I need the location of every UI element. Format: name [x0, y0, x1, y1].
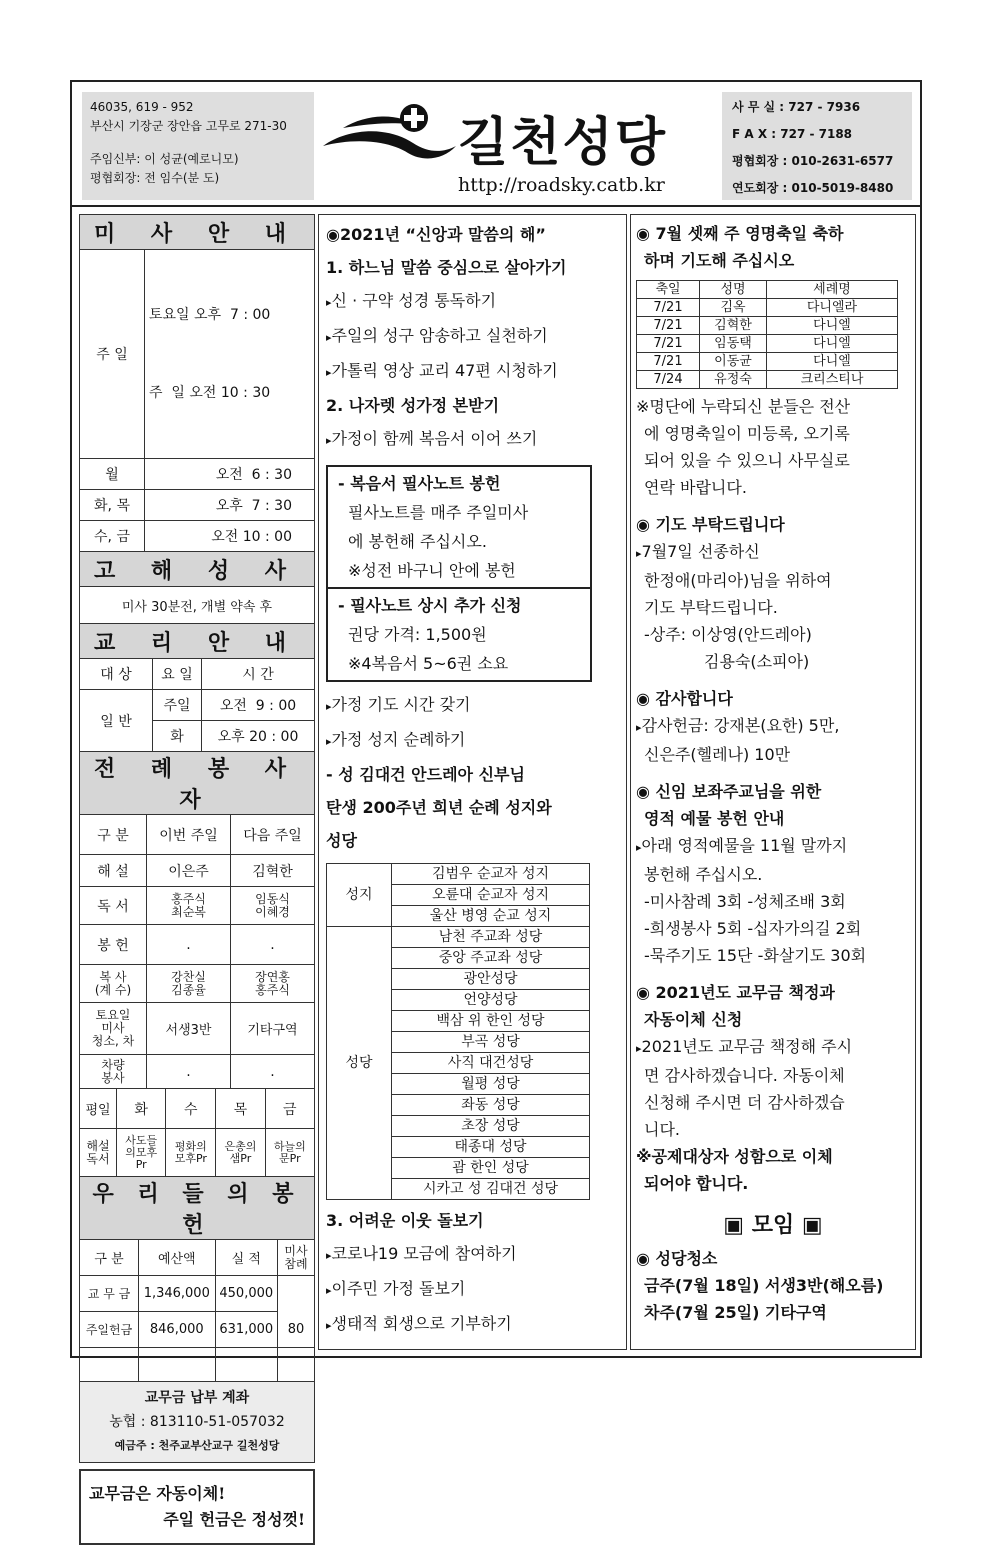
weekday-header: 수 [166, 1089, 216, 1129]
feast-header: 세례명 [767, 281, 898, 299]
box-line: 권당 가격: 1,500원 [348, 625, 487, 644]
prayer-line: 김용숙(소피아) [704, 652, 810, 671]
address-line: 46035, 619 - 952 [90, 100, 194, 114]
address-block [82, 92, 314, 200]
feast-table [636, 280, 898, 389]
triangle-icon: ▸ [636, 547, 642, 560]
triangle-icon: ▸ [326, 296, 332, 309]
box-title: - 복음서 필사노트 봉헌 [338, 474, 501, 493]
prayer-line: -상주: 이상영(안드레아) [644, 625, 812, 644]
sunday-label: 주 일 [80, 250, 145, 459]
offering-label: 주일헌금 [80, 1312, 139, 1348]
mass-time: 오후 7 : 30 [145, 490, 315, 521]
mass-day: 수, 금 [80, 521, 145, 552]
note-line: ※명단에 누락되신 분들은 전산 [636, 397, 851, 416]
churches-label: 성당 [327, 927, 392, 1200]
list-item: 생태적 회생으로 기부하기 [331, 1314, 512, 1333]
offering-table [79, 1176, 315, 1382]
note-line: 연락 바랍니다. [644, 478, 747, 497]
weekday-label: 해설 독서 [80, 1129, 117, 1177]
mass-day: 화, 목 [80, 490, 145, 521]
pilgrim-line: 탄생 200주년 희년 순례 성지와 [326, 798, 552, 817]
address-line: 부산시 기장군 장안읍 고무로 271-30 [90, 119, 287, 133]
mass-time: 오전 6 : 30 [145, 459, 315, 490]
box-line: 에 봉헌해 주십시오. [348, 532, 487, 551]
offering-actual: 631,000 [215, 1312, 277, 1348]
minister-role: 해 설 [80, 855, 147, 887]
prayer-line: 기도 부탁드립니다. [644, 598, 778, 617]
tithe-line: 신청해 주시면 더 감사하겠습 [644, 1093, 845, 1112]
weekday-header: 화 [117, 1089, 166, 1129]
catechism-title: 교 리 안 내 [80, 624, 315, 659]
ministers-header: 이번 주일 [147, 815, 231, 855]
minister-next: 장연홍 홍주식 [231, 965, 315, 1003]
ministers-header: 다음 주일 [231, 815, 315, 855]
parish-url[interactable]: http://roadsky.catb.kr [458, 174, 665, 196]
catechism-time: 오전 9 : 00 [202, 690, 315, 721]
catechism-target: 일 반 [80, 690, 153, 752]
triangle-icon: ▸ [636, 1042, 642, 1055]
triangle-icon: ▸ [636, 721, 642, 734]
list-item: 가정이 함께 복음서 이어 쓰기 [331, 429, 538, 448]
confession-title: 고 해 성 사 [80, 552, 315, 587]
feast-title: ◉ 7월 셋째 주 영명축일 축하 [636, 224, 844, 243]
triangle-icon: ▸ [326, 735, 332, 748]
triangle-icon: ▸ [326, 1319, 332, 1332]
minister-this: . [147, 925, 231, 965]
catechism-header: 시 간 [202, 659, 315, 690]
holy-site: 울산 병영 순교 성지 [392, 906, 590, 927]
tithe-note: 되어야 합니다. [644, 1174, 749, 1193]
section-1-title: 1. 하느님 말씀 중심으로 살아가기 [326, 258, 567, 277]
triangle-icon: ▸ [326, 1249, 332, 1262]
mass-table [79, 214, 315, 659]
catechism-table [79, 658, 315, 815]
ministers-header: 구 분 [80, 815, 147, 855]
offering-title: 우 리 들 의 봉 헌 [80, 1177, 315, 1240]
feast-date: 7/21 [637, 299, 700, 317]
minister-this: 강찬실 김종율 [147, 965, 231, 1003]
account-number: 농협 : 813110-51-057032 [109, 1414, 285, 1430]
feast-header: 축일 [637, 281, 700, 299]
church: 좌동 성당 [392, 1095, 590, 1116]
meeting-title: ▣ 모임 ▣ [723, 1213, 823, 1238]
catechism-header: 대 상 [80, 659, 153, 690]
minister-role: 차량 봉사 [80, 1055, 147, 1089]
list-item: 가정 기도 시간 갖기 [331, 695, 471, 714]
church: 사직 대건성당 [392, 1053, 590, 1074]
feast-date: 7/21 [637, 353, 700, 371]
feast-baptism: 다니엘 [767, 353, 898, 371]
church: 남천 주교좌 성당 [392, 927, 590, 948]
bishop-line: -미사참례 3회 -성체조배 3회 [644, 892, 846, 911]
parish-logo-icon [318, 98, 458, 168]
tithe-line: 2021년도 교무금 책정해 주시 [641, 1037, 853, 1056]
feast-date: 7/21 [637, 317, 700, 335]
feast-baptism: 다니엘 [767, 335, 898, 353]
notebook-order-box [326, 587, 592, 682]
thanks-title: ◉ 감사합니다 [636, 689, 733, 708]
contact-line: 평협회장 : 010-2631-6577 [732, 154, 894, 168]
minister-role: 복 사 (계 수) [80, 965, 147, 1003]
weekday-header: 금 [265, 1089, 314, 1129]
list-item: 코로나19 모금에 참여하기 [331, 1244, 517, 1263]
header-divider [70, 205, 922, 207]
weekday-value: 은총의 샘Pr [216, 1129, 265, 1177]
right-content [636, 220, 910, 1326]
feast-title: 하며 기도해 주십시오 [644, 251, 795, 270]
box-title: - 필사노트 상시 추가 신청 [338, 596, 522, 615]
weekday-table [79, 1088, 315, 1177]
bishop-line: -묵주기도 15단 -화살기도 30회 [644, 946, 867, 965]
weekday-header: 목 [216, 1089, 265, 1129]
holy-sites-label: 성지 [327, 864, 392, 927]
church: 초장 성당 [392, 1116, 590, 1137]
triangle-icon: ▸ [326, 1284, 332, 1297]
slogan-line: 주일 헌금은 정성껏! [163, 1510, 305, 1529]
list-item: 가정 성지 순례하기 [331, 730, 466, 749]
pilgrim-line: - 성 김대건 안드레아 신부님 [326, 765, 525, 784]
catechism-day: 화 [153, 721, 202, 752]
church: 언양성당 [392, 990, 590, 1011]
slogan-line: 교무금은 자동이체! [89, 1484, 226, 1503]
tithe-note: ※공제대상자 성함으로 이체 [636, 1147, 833, 1166]
bishop-line: 봉헌해 주십시오. [644, 865, 763, 884]
list-item: 이주민 가정 돌보기 [331, 1279, 466, 1298]
year-title: ◉2021년 “신앙과 말씀의 해” [326, 225, 546, 244]
prayer-title: ◉ 기도 부탁드립니다 [636, 515, 785, 534]
catechism-header: 요 일 [153, 659, 202, 690]
tithe-title: ◉ 2021년도 교무금 책정과 [636, 983, 835, 1002]
weekday-value: 하늘의 문Pr [265, 1129, 314, 1177]
tithe-title: 자동이체 신청 [644, 1010, 743, 1029]
triangle-icon: ▸ [326, 331, 332, 344]
list-item: 신 · 구약 성경 통독하기 [331, 291, 497, 310]
council-head: 평협회장: 전 임수(분 도) [90, 171, 220, 185]
church: 광안성당 [392, 969, 590, 990]
note-line: 에 영명축일이 미등록, 오기록 [644, 424, 850, 443]
minister-this: 서생3반 [147, 1003, 231, 1055]
feast-name: 유정숙 [700, 371, 767, 389]
offering-actual: 450,000 [215, 1276, 277, 1312]
account-holder: 예금주 : 천주교부산교구 길천성당 [114, 1439, 280, 1452]
prayer-line: 7월7일 선종하신 [641, 542, 760, 561]
offering-header: 예산액 [139, 1240, 216, 1276]
contact-line: F A X : 727 - 7188 [732, 127, 853, 141]
minister-next: 김혁한 [231, 855, 315, 887]
ministers-title: 전 례 봉 사 자 [80, 752, 315, 815]
minister-this: 이은주 [147, 855, 231, 887]
section-2-title: 2. 나자렛 성가정 본받기 [326, 396, 500, 415]
parish-name: 길천성당 [458, 113, 667, 173]
box-line: ※4복음서 5~6권 소요 [348, 654, 509, 673]
minister-role: 토요일 미사 청소, 차 [80, 1003, 147, 1055]
minister-next: . [231, 1055, 315, 1089]
mass-title: 미 사 안 내 [80, 215, 315, 250]
church: 중앙 주교좌 성당 [392, 948, 590, 969]
cleaning-line: 금주(7월 18일) 서생3반(해오름) [644, 1276, 884, 1295]
section-3-title: 3. 어려운 이웃 돌보기 [326, 1211, 484, 1230]
weekday-header: 평일 [80, 1089, 117, 1129]
pastor: 주임신부: 이 성균(예로니모) [90, 152, 239, 166]
minister-this: 홍주식 최순복 [147, 887, 231, 925]
minister-role: 봉 헌 [80, 925, 147, 965]
church: 시카고 성 김대건 성당 [392, 1179, 590, 1200]
triangle-icon: ▸ [636, 841, 642, 854]
box-line: ※성전 바구니 안에 봉헌 [348, 561, 516, 580]
feast-name: 이동균 [700, 353, 767, 371]
thanks-line: 신은주(헬레나) 10만 [644, 745, 791, 764]
pilgrim-table [326, 863, 590, 1200]
feast-baptism: 다니엘 [767, 317, 898, 335]
feast-date: 7/21 [637, 335, 700, 353]
holy-site: 김범우 순교자 성지 [392, 864, 590, 885]
catechism-day: 주일 [153, 690, 202, 721]
contact-line: 사 무 실 : 727 - 7936 [732, 100, 861, 114]
offering-label: 교 무 금 [80, 1276, 139, 1312]
attendance: 80 [278, 1276, 315, 1348]
offering-budget: 1,346,000 [139, 1276, 216, 1312]
note-line: 되어 있을 수 있으니 사무실로 [644, 451, 850, 470]
feast-name: 임동택 [700, 335, 767, 353]
tithe-line: 니다. [644, 1120, 680, 1139]
feast-baptism: 다니엘라 [767, 299, 898, 317]
confession-text: 미사 30분전, 개별 약속 후 [80, 587, 315, 624]
cleaning-title: ◉ 성당청소 [636, 1249, 718, 1268]
contact-line: 연도회장 : 010-5019-8480 [732, 181, 894, 195]
list-item: 주일의 성구 암송하고 실천하기 [331, 326, 548, 345]
feast-date: 7/24 [637, 371, 700, 389]
middle-content [326, 218, 616, 1342]
ministers-table [79, 814, 315, 1089]
prayer-line: 한정애(마리아)님을 위하여 [644, 571, 832, 590]
offering-header: 실 적 [215, 1240, 277, 1276]
triangle-icon: ▸ [326, 366, 332, 379]
feast-name: 김혁한 [700, 317, 767, 335]
slogan-box [79, 1469, 315, 1545]
left-column [79, 214, 316, 1545]
bishop-title: 영적 예물 봉헌 안내 [644, 809, 785, 828]
church: 월평 성당 [392, 1074, 590, 1095]
church: 괌 한인 성당 [392, 1158, 590, 1179]
feast-header: 성명 [700, 281, 767, 299]
triangle-icon: ▸ [326, 700, 332, 713]
bishop-title: ◉ 신임 보좌주교님을 위한 [636, 782, 822, 801]
account-box [79, 1381, 315, 1463]
contact-block [722, 92, 912, 200]
feast-name: 김옥 [700, 299, 767, 317]
mass-time: 토요일 오후 7 : 00 [149, 307, 271, 323]
thanks-line: 감사헌금: 강재본(요한) 5만, [641, 716, 840, 735]
mass-day: 월 [80, 459, 145, 490]
tithe-line: 면 감사하겠습니다. 자동이체 [644, 1066, 845, 1085]
minister-role: 독 서 [80, 887, 147, 925]
box-line: 필사노트를 매주 주일미사 [348, 503, 529, 522]
bishop-line: -희생봉사 5회 -십자가의길 2회 [644, 919, 862, 938]
account-title: 교무금 납부 계좌 [144, 1390, 250, 1406]
bishop-line: 아래 영적예물을 11월 말까지 [641, 836, 848, 855]
church: 부곡 성당 [392, 1032, 590, 1053]
catechism-time: 오후 20 : 00 [202, 721, 315, 752]
mass-time: 오전 10 : 00 [145, 521, 315, 552]
cleaning-line: 차주(7월 25일) 기타구역 [644, 1303, 827, 1322]
offering-budget: 846,000 [139, 1312, 216, 1348]
notebook-box [326, 465, 592, 589]
offering-header: 미사 참례 [278, 1240, 315, 1276]
triangle-icon: ▸ [326, 434, 332, 447]
church: 백삼 위 한인 성당 [392, 1011, 590, 1032]
holy-site: 오륜대 순교자 성지 [392, 885, 590, 906]
minister-this: . [147, 1055, 231, 1089]
list-item: 가톨릭 영상 교리 47편 시청하기 [331, 361, 558, 380]
church: 태종대 성당 [392, 1137, 590, 1158]
minister-next: 임동식 이혜경 [231, 887, 315, 925]
weekday-value: 평화의 모후Pr [166, 1129, 216, 1177]
feast-baptism: 크리스티나 [767, 371, 898, 389]
mass-time: 주 일 오전 10 : 30 [149, 385, 271, 401]
weekday-value: 사도들 의모후 Pr [117, 1129, 166, 1177]
minister-next: . [231, 925, 315, 965]
minister-next: 기타구역 [231, 1003, 315, 1055]
offering-header: 구 분 [80, 1240, 139, 1276]
pilgrim-line: 성당 [326, 831, 357, 850]
